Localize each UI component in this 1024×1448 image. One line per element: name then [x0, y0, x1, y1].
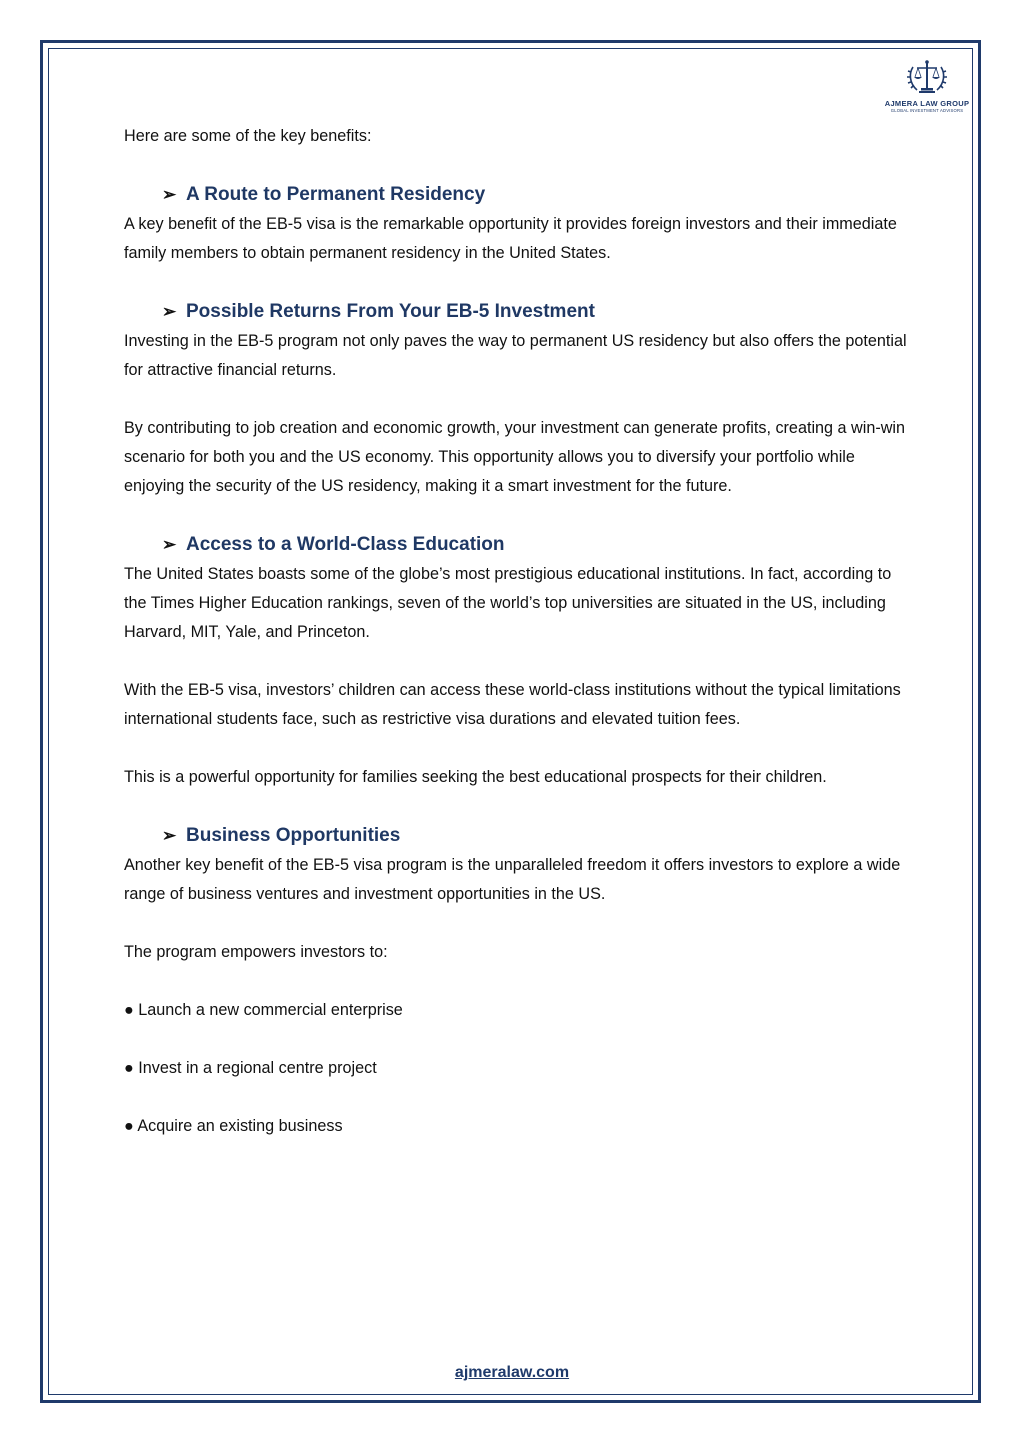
- section-heading-text: Possible Returns From Your EB-5 Investment: [186, 301, 595, 322]
- logo-tagline: GLOBAL INVESTMENT ADVISORS: [890, 108, 964, 113]
- section-paragraph: The program empowers investors to:: [124, 943, 388, 961]
- logo-company-name: AJMERA LAW GROUP: [884, 99, 970, 108]
- list-item: ● Acquire an existing business: [124, 1117, 343, 1135]
- list-item: ● Launch a new commercial enterprise: [124, 1001, 403, 1019]
- list-item: ● Invest in a regional centre project: [124, 1059, 377, 1077]
- section-heading-residency: [162, 180, 914, 210]
- section-heading-text: A Route to Permanent Residency: [186, 184, 486, 205]
- section-paragraph: The United States boasts some of the globe’s most prestigious educational institutions. In fact, according to the Times Higher Education rankings, seven of the world’s top universities are situated in the US, including Harvard, MIT, Yale, and Princeton.: [124, 565, 892, 641]
- arrow-bullet-icon: ➢: [162, 826, 177, 845]
- intro-text: Here are some of the key benefits:: [124, 127, 372, 145]
- section-heading-returns: [162, 297, 914, 327]
- section-heading-text: Business Opportunities: [186, 825, 401, 846]
- scales-of-justice-icon: [905, 57, 949, 97]
- arrow-bullet-icon: ➢: [162, 535, 177, 554]
- section-heading-education: [162, 530, 914, 560]
- footer-website-link[interactable]: ajmeralaw.com: [454, 1364, 570, 1381]
- section-paragraph: A key benefit of the EB-5 visa is the remarkable opportunity it provides foreign investors and their immediate family members to obtain permanent residency in the United States.: [124, 215, 897, 262]
- arrow-bullet-icon: ➢: [162, 185, 177, 204]
- section-paragraph: This is a powerful opportunity for families seeking the best educational prospects for their children.: [124, 768, 827, 786]
- section-paragraph: Another key benefit of the EB-5 visa program is the unparalleled freedom it offers investors to explore a wide range of business ventures and investment opportunities in the US.: [124, 856, 901, 903]
- arrow-bullet-icon: ➢: [162, 302, 177, 321]
- section-paragraph: With the EB-5 visa, investors’ children can access these world-class institutions without the typical limitations international students face, such as restrictive visa durations and elevated tuition fees.: [124, 681, 901, 728]
- section-heading-business: [162, 821, 914, 851]
- section-paragraph: By contributing to job creation and economic growth, your investment can generate profits, creating a win-win scenario for both you and the US economy. This opportunity allows you to diversify your portfolio while enjoying the security of the US residency, making it a smart investment for the future.: [124, 419, 906, 495]
- company-logo: [868, 57, 986, 113]
- section-heading-text: Access to a World-Class Education: [186, 534, 505, 555]
- section-paragraph: Investing in the EB-5 program not only paves the way to permanent US residency but also offers the potential for attractive financial returns.: [124, 332, 907, 379]
- document-body: [124, 122, 914, 1141]
